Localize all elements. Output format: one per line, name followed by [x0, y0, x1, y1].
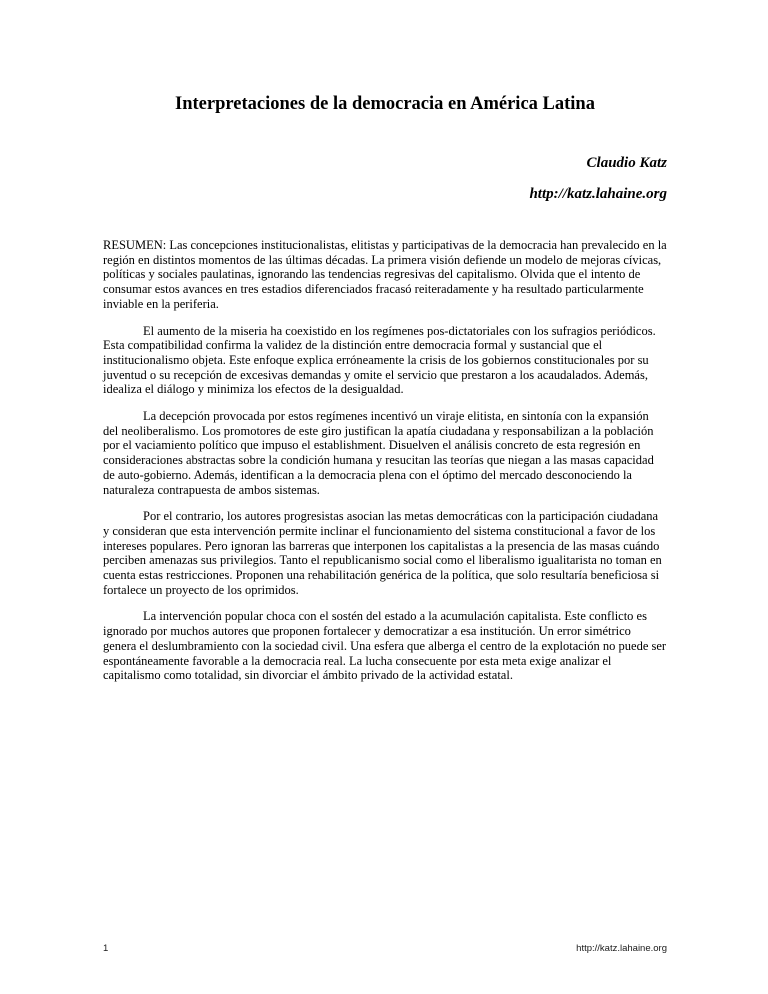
- page-number: 1: [103, 943, 109, 954]
- abstract-body: [103, 238, 667, 683]
- author-url: http://katz.lahaine.org: [529, 186, 667, 202]
- body-paragraph: El aumento de la miseria ha coexistido en los regímenes pos-dictatoriales con los sufragios periódicos. Esta compatibilidad confirma la validez de la distinción entre democracia formal y sustancial que el institucionalismo objeta. Este enfoque explica erróneamente la crisis de los gobiernos constitucionales por su juventud o su recepción de excesivas demandas y omite el servicio que prestaron a los acaudalados. Además, idealiza el diálogo y minimiza los efectos de la desigualdad.: [103, 323, 656, 397]
- author-name: Claudio Katz: [586, 155, 667, 171]
- body-paragraph: Por el contrario, los autores progresistas asocian las metas democráticas con la participación ciudadana y consideran que esta intervención permite inclinar el funcionamiento del sistema constitucional a favor de los intereses populares. Pero ignoran las barreras que interponen los capitalistas a la presencia de las masas cuándo perciben amenazas sus privilegios. Tanto el republicanismo social como el liberalismo igualitarista no toman en cuenta estas restricciones. Proponen una rehabilitación genérica de la política, que solo resultaría beneficiosa si fortalece un proyecto de los oprimidos.: [103, 509, 662, 597]
- page-footer: [103, 943, 667, 954]
- footer-url: http://katz.lahaine.org: [576, 943, 667, 954]
- body-paragraph: La intervención popular choca con el sostén del estado a la acumulación capitalista. Este conflicto es ignorado por muchos autores que proponen fortalecer y democratizar a esa institución. Un error simétrico genera el deslumbramiento con la sociedad civil. Una esfera que alberga el centro de la explotación no puede ser espontáneamente favorable a la democracia real. La lucha consecuente por esta meta exige analizar el capitalismo como totalidad, sin divorciar el ámbito privado de la actividad estatal.: [103, 609, 667, 683]
- body-paragraph: La decepción provocada por estos regímenes incentivó un viraje elitista, en sintonía con la expansión del neoliberalismo. Los promotores de este giro justifican la apatía ciudadana y responsabilizan a la población por el vaciamiento político que impuso el establishment. Disuelven el análisis concreto de esta regresión en consideraciones abstractas sobre la condición humana y resucitan las teorías que niegan a las masas capacidad de auto-gobierno. Además, identifican a la democracia plena con el óptimo del mercado desconociendo la naturaleza contrapuesta de ambos sistemas.: [103, 409, 654, 497]
- paragraph-resumen: RESUMEN: Las concepciones institucionalistas, elitistas y participativas de la democracia han prevalecido en la región en distintos momentos de las últimas décadas. La primera visión defiende un modelo de mejoras cívicas, políticas y sociales paulatinas, ignorando las tendencias regresivas del capitalismo. Olvida que el intento de consumar estos avances en tres estadios diferenciados fracasó reiteradamente y ha resultado particularmente inviable en la periferia.: [103, 238, 667, 311]
- page-content: [103, 0, 667, 695]
- page-title: Interpretaciones de la democracia en América Latina: [175, 94, 595, 114]
